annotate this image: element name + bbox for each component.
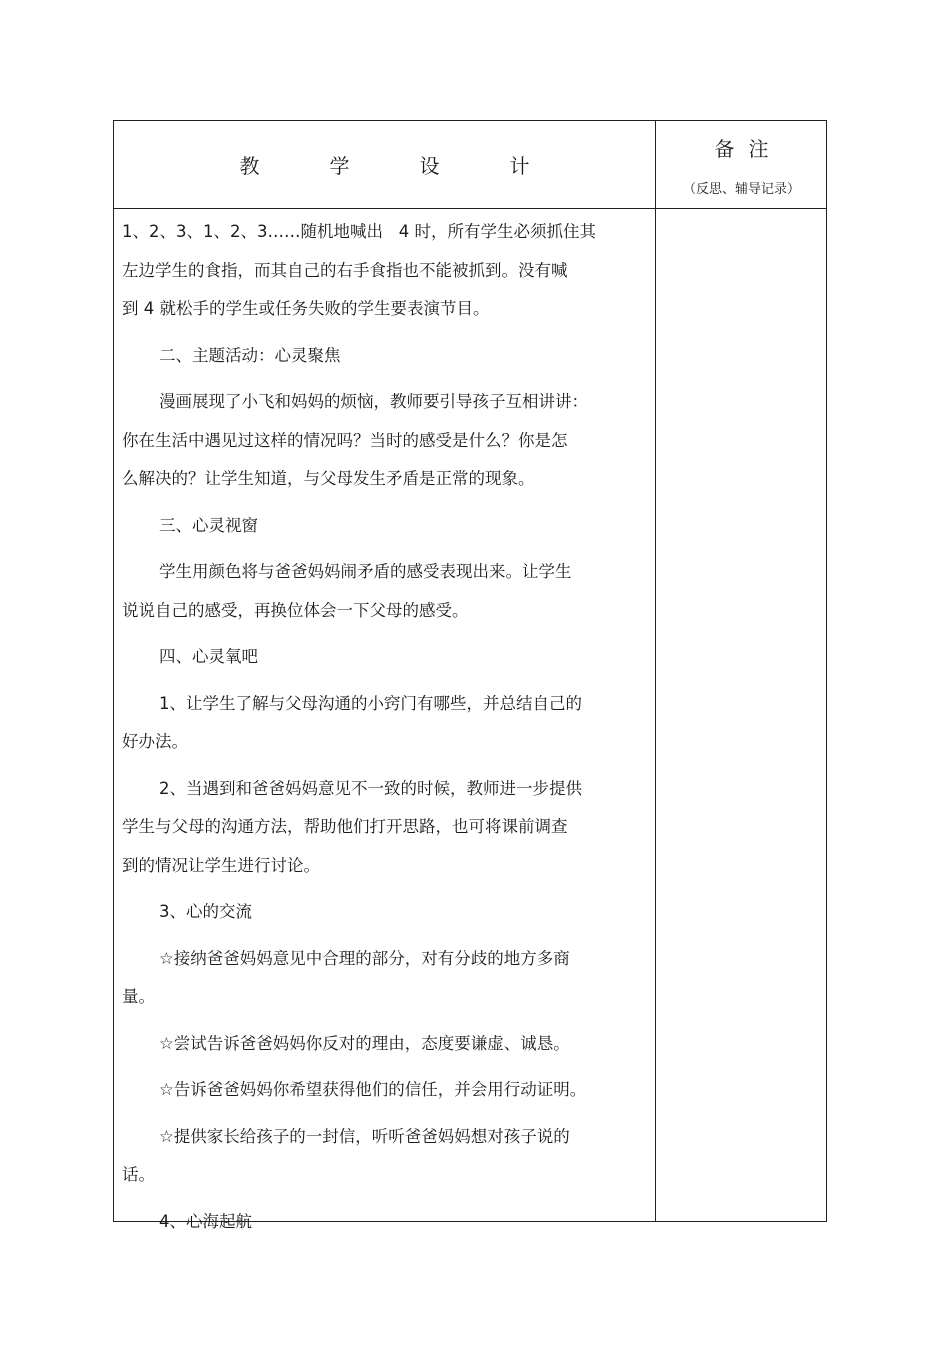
content-line: 学生用颜色将与爸爸妈妈闹矛盾的感受表现出来。让学生 bbox=[159, 562, 572, 581]
heading-char: 学 bbox=[329, 154, 350, 178]
heading-char: 计 bbox=[509, 154, 530, 178]
content-line: 么解决的？让学生知道，与父母发生矛盾是正常的现象。 bbox=[122, 469, 535, 488]
lesson-table bbox=[113, 120, 827, 1231]
notes-heading: 备注 bbox=[714, 137, 783, 161]
content-line: 1、让学生了解与父母沟通的小窍门有哪些，并总结自己的 bbox=[159, 693, 582, 713]
content-line: 好办法。 bbox=[122, 732, 188, 751]
content-line: 左边学生的食指，而其自己的右手食指也不能被抓到。没有喊 bbox=[122, 260, 568, 280]
content-line: 说说自己的感受，再换位体会一下父母的感受。 bbox=[122, 600, 469, 620]
content-line: ☆告诉爸爸妈妈你希望获得他们的信任，并会用行动证明。 bbox=[159, 1080, 587, 1099]
content-line: 1、2、3、1、2、3……随机地喊出 4 时，所有学生必须抓住其 bbox=[122, 222, 596, 241]
content-line: ☆提供家长给孩子的一封信，听听爸爸妈妈想对孩子说的 bbox=[159, 1126, 570, 1146]
section-heading: 二、主题活动：心灵聚焦 bbox=[159, 345, 341, 365]
content-line: 到的情况让学生进行讨论。 bbox=[122, 855, 320, 875]
heading-char: 教 bbox=[239, 154, 260, 178]
teaching-design-heading bbox=[114, 121, 655, 208]
content-line: 话。 bbox=[122, 1165, 155, 1184]
content-line: 2、当遇到和爸爸妈妈意见不一致的时候，教师进一步提供 bbox=[159, 778, 582, 798]
header-divider bbox=[114, 208, 826, 209]
content-line: ☆尝试告诉爸爸妈妈你反对的理由，态度要谦虚、诚恳。 bbox=[159, 1033, 570, 1053]
section-heading: 四、心灵氧吧 bbox=[159, 647, 258, 666]
content-line: 学生与父母的沟通方法，帮助他们打开思路，也可将课前调查 bbox=[122, 817, 568, 836]
section-heading: 三、心灵视窗 bbox=[159, 515, 258, 535]
section-heading: 4、心海起航 bbox=[159, 1211, 252, 1231]
lesson-content bbox=[122, 213, 637, 1241]
content-line: 你在生活中遇见过这样的情况吗？当时的感受是什么？你是怎 bbox=[122, 430, 568, 450]
content-line: 量。 bbox=[122, 987, 155, 1006]
heading-char: 设 bbox=[419, 154, 440, 178]
content-line: 到 4 就松手的学生或任务失败的学生要表演节目。 bbox=[122, 299, 490, 318]
section-heading: 3、心的交流 bbox=[159, 902, 252, 921]
column-divider bbox=[655, 121, 656, 1221]
notes-subheading: （反思、辅导记录） bbox=[682, 182, 800, 197]
content-line: ☆接纳爸爸妈妈意见中合理的部分，对有分歧的地方多商 bbox=[159, 948, 570, 968]
content-line: 漫画展现了小飞和妈妈的烦恼，教师要引导孩子互相讲讲： bbox=[159, 392, 588, 411]
